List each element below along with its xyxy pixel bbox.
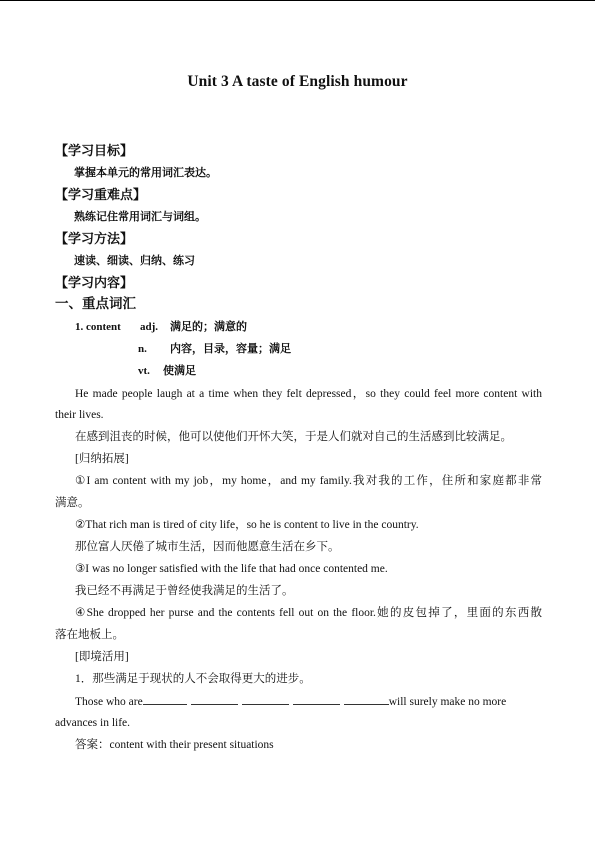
noun-def: 内容，目录，容量；满足 — [170, 343, 291, 355]
methods-heading: 【学习方法】 — [55, 231, 134, 246]
top-rule — [0, 0, 595, 1]
methods-text: 速读、细读、归纳、练习 — [74, 255, 195, 267]
example-en-line1: He made people laugh at a time when they felt depressed，so they could feel more content with — [75, 388, 542, 400]
answer-text: 答案：content with their present situations — [75, 739, 274, 751]
expansion-ex4-line2: 落在地板上。 — [55, 629, 124, 641]
page-title: Unit 3 A taste of English humour — [187, 73, 408, 90]
question-en-end: will surely make no more — [388, 696, 507, 708]
example-zh: 在感到沮丧的时候，他可以使他们开怀大笑，于是人们就对自己的生活感到比较满足。 — [75, 431, 512, 443]
key-points-text: 熟练记住常用词汇与词组。 — [74, 211, 206, 223]
example-en-line2: their lives. — [55, 409, 104, 421]
question-en-start: Those who are — [75, 696, 143, 708]
expansion-ex3-en: ③I was no longer satisfied with the life that had once contented me. — [75, 563, 388, 575]
study-goal-text: 掌握本单元的常用词汇表达。 — [74, 167, 217, 179]
answer-blank[interactable] — [143, 694, 187, 705]
key-points-heading: 【学习重难点】 — [55, 187, 147, 202]
adj-pos: adj. — [140, 321, 159, 333]
content-heading: 【学习内容】 — [55, 275, 134, 290]
expansion-ex3-zh: 我已经不再满足于曾经使我满足的生活了。 — [75, 585, 294, 597]
adj-def: 满足的；满意的 — [170, 321, 247, 333]
expansion-ex4-line1: ④She dropped her purse and the contents fell out on the floor.她的皮包掉了，里面的东西散 — [75, 607, 542, 619]
expansion-ex2-zh: 那位富人厌倦了城市生活，因而他愿意生活在乡下。 — [75, 541, 340, 553]
answer-blank[interactable] — [293, 694, 340, 705]
answer-blank[interactable] — [344, 694, 389, 705]
practice-question-en — [75, 694, 506, 709]
expansion-ex1-line1: ①I am content with my job，my home，and my family.我对我的工作，住所和家庭都非常 — [75, 475, 542, 487]
answer-blank[interactable] — [242, 694, 289, 705]
noun-pos: n. — [138, 343, 147, 355]
practice-question-en-line2: advances in life. — [55, 717, 131, 729]
vocab-word: 1. content — [75, 321, 121, 333]
verb-def: 使满足 — [163, 365, 196, 377]
section-heading: 一、重点词汇 — [55, 296, 136, 311]
practice-label: [即境活用] — [75, 651, 129, 663]
verb-pos: vt. — [138, 365, 150, 377]
answer-blank[interactable] — [191, 694, 238, 705]
expansion-ex1-line2: 满意。 — [55, 497, 90, 509]
expansion-label: [归纳拓展] — [75, 453, 129, 465]
study-goal-heading: 【学习目标】 — [55, 143, 134, 158]
practice-question-zh: 1．那些满足于现状的人不会取得更大的进步。 — [75, 673, 311, 685]
expansion-ex2-en: ②That rich man is tired of city life，so he is content to live in the country. — [75, 519, 419, 531]
